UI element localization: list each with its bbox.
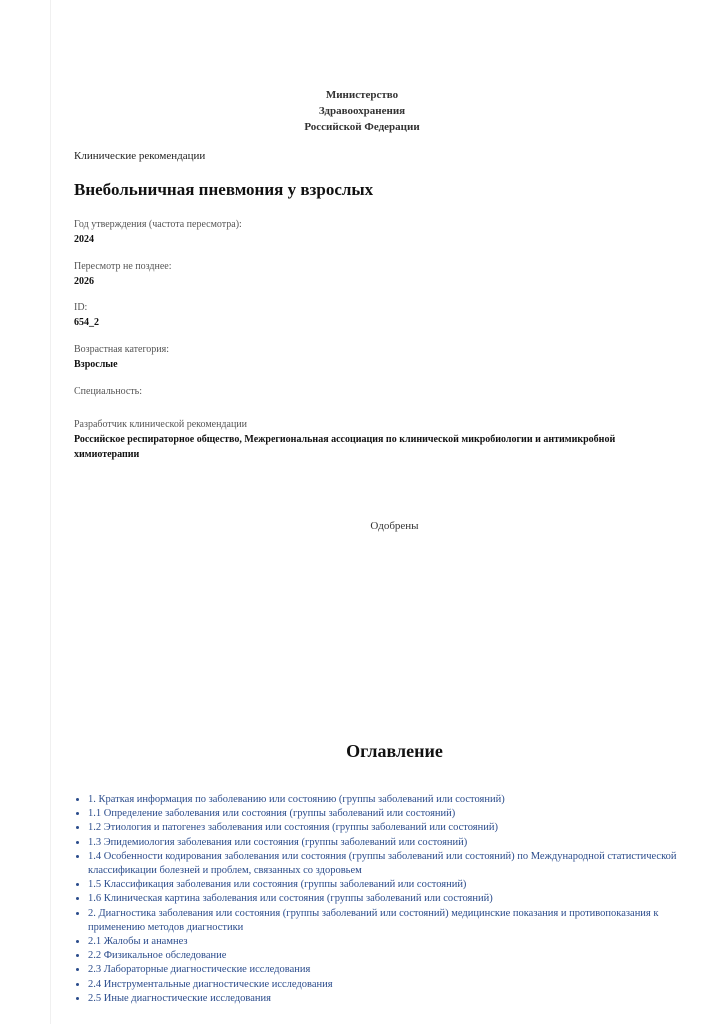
id-label: ID:	[74, 302, 88, 313]
toc-item	[88, 836, 703, 850]
developer-value: Российское респираторное общество, Межрегиональная ассоциация по клинической микробиологии и антимикробной химиотерапии	[74, 434, 616, 460]
toc-item	[88, 978, 703, 992]
toc-item	[88, 963, 703, 977]
toc-link[interactable]: 1.1 Определение заболевания или состояния (группы заболеваний или состояний)	[88, 808, 456, 820]
approval-year-label: Год утверждения (частота пересмотра):	[74, 219, 242, 230]
toc-link[interactable]: 1.4 Особенности кодирования заболевания или состояния (группы заболеваний или состояний) по Международной статистической классификации болезней и проблем, связанных со здоровьем	[88, 850, 677, 877]
revision-label: Пересмотр не позднее:	[74, 261, 172, 272]
ministry-line-2: Здравоохранения	[318, 105, 406, 117]
id-block	[74, 301, 674, 330]
revision-value: 2026	[74, 276, 94, 287]
toc-item	[88, 907, 703, 935]
toc-link[interactable]: 1.2 Этиология и патогенез заболевания или состояния (группы заболеваний или состояний)	[88, 822, 498, 834]
toc-item	[88, 935, 703, 949]
approval-year-value: 2024	[74, 234, 94, 245]
approval-year-block	[74, 218, 674, 247]
ministry-line-1: Министерство	[325, 89, 399, 101]
developer-label: Разработчик клинической рекомендации	[74, 419, 248, 430]
specialty-label: Специальность:	[74, 386, 142, 397]
page-edge-divider	[50, 0, 51, 1024]
table-of-contents	[74, 793, 703, 1006]
toc-link[interactable]: 2.5 Иные диагностические исследования	[88, 992, 271, 1004]
toc-link[interactable]: 2.3 Лабораторные диагностические исследования	[88, 964, 311, 976]
age-category-block	[74, 343, 674, 372]
toc-item	[88, 793, 703, 807]
toc-link[interactable]: 2.1 Жалобы и анамнез	[88, 936, 188, 948]
specialty-block	[74, 385, 674, 398]
toc-link[interactable]: 2.4 Инструментальные диагностические исследования	[88, 978, 333, 990]
toc-link[interactable]: 2. Диагностика заболевания или состояния (группы заболеваний или состояний) медицинские показания и противопоказания к применению методов диагностики	[88, 907, 659, 933]
toc-item	[88, 949, 703, 963]
ministry-header	[0, 87, 724, 135]
revision-block	[74, 260, 674, 289]
developer-block	[74, 418, 674, 462]
document-title: Внебольничная пневмония у взрослых	[74, 180, 374, 199]
toc-link[interactable]: 1.6 Клиническая картина заболевания или состояния (группы заболеваний или состояний)	[88, 893, 493, 905]
approved-status: Одобрены	[370, 520, 419, 532]
id-value: 654_2	[74, 317, 99, 328]
toc-item	[88, 821, 703, 835]
document-type: Клинические рекомендации	[74, 150, 206, 162]
toc-link[interactable]: 1.3 Эпидемиология заболевания или состояния (группы заболеваний или состояний)	[88, 836, 468, 848]
toc-item	[88, 878, 703, 892]
toc-link[interactable]: 1.5 Классификация заболевания или состояния (группы заболеваний или состояний)	[88, 879, 467, 891]
toc-link[interactable]: 2.2 Физикальное обследование	[88, 950, 227, 962]
toc-title: Оглавление	[346, 741, 443, 761]
toc-link[interactable]: 1. Краткая информация по заболеванию или состоянию (группы заболеваний или состояний)	[88, 794, 505, 805]
age-category-value: Взрослые	[74, 359, 118, 370]
toc-item	[88, 992, 703, 1006]
toc-item	[88, 807, 703, 821]
toc-item	[88, 850, 703, 878]
ministry-line-3: Российской Федерации	[304, 121, 420, 133]
toc-item	[88, 892, 703, 906]
age-category-label: Возрастная категория:	[74, 344, 170, 355]
